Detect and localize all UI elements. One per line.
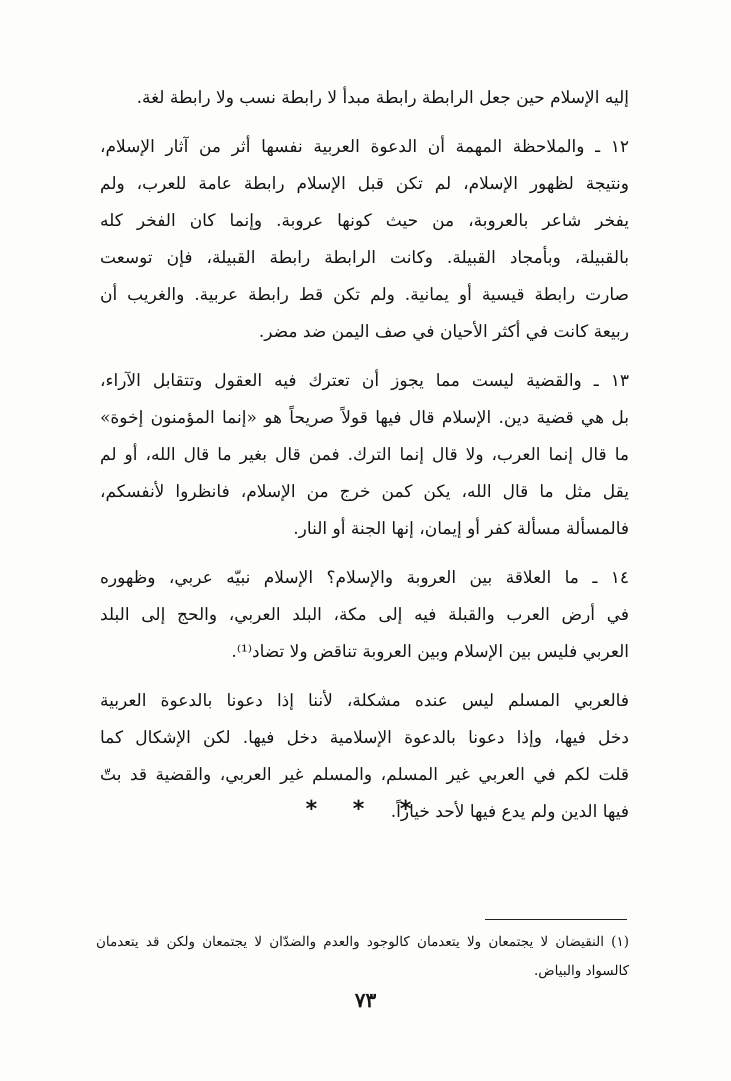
text-line: بالقبيلة، وبأمجاد القبيلة. وكانت الرابطة رابطة القبيلة، فإن توسعت xyxy=(100,248,629,268)
text-line: ١٣ ـ والقضية ليست مما يجوز أن تعترك فيه العقول وتتقابل الآراء، xyxy=(100,371,629,391)
text-line: العربي فليس بين الإسلام وبين العروبة تناقض ولا تضاد⁽¹⁾. xyxy=(231,642,629,662)
text-line: فيها الدين ولم يدع فيها لأحد خياراً. xyxy=(390,802,629,822)
text-line: ربيعة كانت في أكثر الأحيان في صف اليمن ضد مضر. xyxy=(258,322,629,342)
text-line: بل هي قضية دين. الإسلام قال فيها قولاً صريحاً هو «إنما المؤمنون إخوة» xyxy=(100,408,629,428)
text-line: فالمسألة مسألة كفر أو إيمان، إنها الجنة أو النار. xyxy=(293,519,629,539)
text-line: ما قال إنما العرب، ولا قال إنما الترك. فمن قال بغير ما قال الله، أو لم xyxy=(100,445,629,465)
footnote-line: (١) النقيضان لا يجتمعان ولا يتعدمان كالوجود والعدم والضدّان لا يجتمعان ولكن قد يتعدمان xyxy=(96,934,629,950)
text-line: قلت لكم في العربي غير المسلم، والمسلم غير العربي، والقضية قد بتّ xyxy=(100,765,629,785)
footnote xyxy=(96,928,629,986)
text-line: ١٤ ـ ما العلاقة بين العروبة والإسلام؟ الإسلام نبيّه عربي، وظهوره xyxy=(100,568,629,588)
text-line: صارت رابطة قيسية أو يمانية. ولم تكن قط رابطة عربية. والغريب أن xyxy=(100,285,629,305)
text-line: فالعربي المسلم ليس عنده مشكلة، لأننا إذا دعونا بالدعوة العربية xyxy=(100,691,629,711)
paragraph-13 xyxy=(100,363,629,548)
footnote-line: كالسواد والبياض. xyxy=(534,963,629,979)
section-separator: * * * xyxy=(305,797,426,822)
text-line: ١٢ ـ والملاحظة المهمة أن الدعوة العربية نفسها أثر من آثار الإسلام، xyxy=(100,137,629,157)
text-line: يفخر شاعر بالعروبة، من حيث كونها عروبة. وإنما كان الفخر كله xyxy=(100,211,629,231)
text-line: يقل مثل ما قال الله، يكن كمن خرج من الإسلام، فانظروا لأنفسكم، xyxy=(100,482,629,502)
paragraph-14 xyxy=(100,560,629,671)
paragraph-intro xyxy=(100,80,629,117)
page-number: ٧٣ xyxy=(354,988,377,1012)
text-line: ونتيجة لظهور الإسلام، لم تكن قبل الإسلام رابطة عامة للعرب، ولم xyxy=(100,174,629,194)
text-line: في أرض العرب والقبلة فيه إلى مكة، البلد العربي، والحج إلى البلد xyxy=(100,605,629,625)
footnote-divider xyxy=(485,919,627,920)
text-line: إليه الإسلام حين جعل الرابطة رابطة مبدأ لا رابطة نسب ولا رابطة لغة. xyxy=(136,88,629,108)
paragraph-12 xyxy=(100,129,629,351)
body-text xyxy=(100,80,629,831)
text-line: دخل فيها، وإذا دعونا بالدعوة الإسلامية دخل فيها. لكن الإشكال كما xyxy=(100,728,629,748)
